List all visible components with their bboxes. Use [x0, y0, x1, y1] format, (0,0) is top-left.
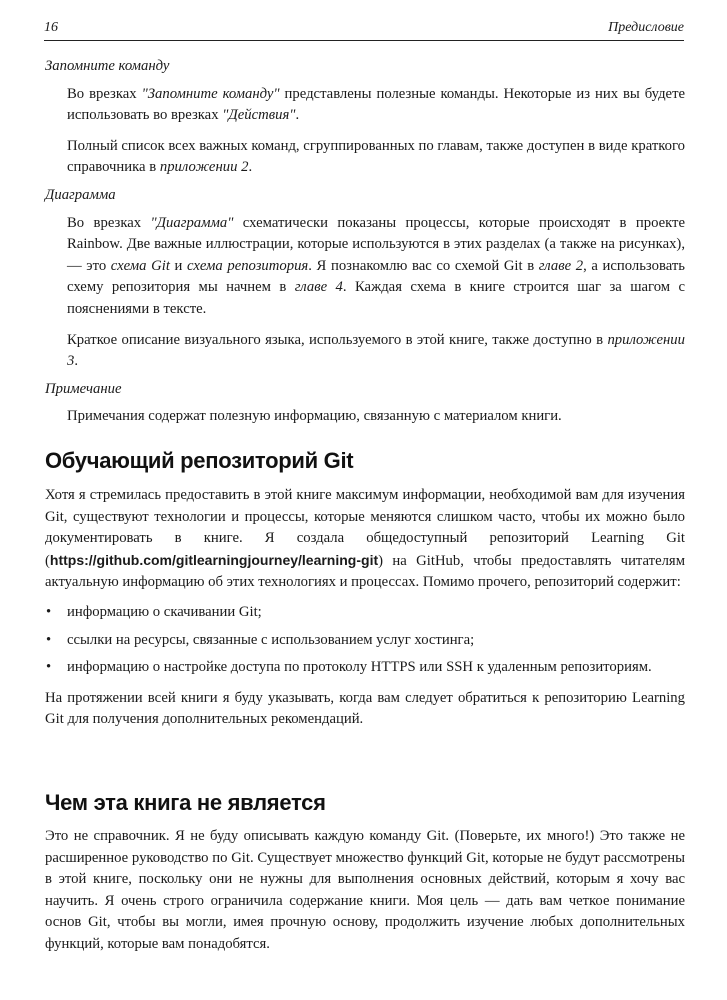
- list-item: • информацию о скачивании Git;: [45, 602, 685, 624]
- repo-link[interactable]: https://github.com/gitlearningjourney/learning-git: [49, 551, 379, 568]
- repo-closing-paragraph: На протяжении всей книги я буду указывать, когда вам следует обратиться к репозиторию Learning Git для получения дополнительных рекомендаций.: [45, 689, 685, 728]
- bullet-icon: •: [46, 603, 52, 620]
- list-item: • ссылки на ресурсы, связанные с использованием услуг хостинга;: [45, 630, 685, 652]
- not-paragraph: Это не справочник. Я не буду описывать каждую команду Git. (Поверьте, их много!) Это также не расширенное руководство по Git. Существует множество функций Git, которые не будут рассмотрены в этой книге, поскольку они не нужны для выполнения основных действий, которым я хочу вас научить. Я очень строго ограничила содержание книги. Моя цель — дать вам четкое понимание основ Git, чтобы вы могли, имея прочную основу, продолжить изучение любых дополнительных функций, которые вам понадобятся.: [45, 828, 685, 952]
- list-item: • информацию о настройке доступа по протоколу HTTPS или SSH к удаленным репозиториям.: [45, 657, 685, 679]
- term-note: Примечание: [45, 380, 122, 397]
- term-remember: Запомните команду: [45, 58, 170, 74]
- running-header: [44, 18, 684, 41]
- running-section-title: Предисловие: [608, 20, 684, 35]
- section-heading-learning-repo: Обучающий репозиторий Git: [45, 448, 354, 473]
- section-heading-what-book-is-not: Чем эта книга не является: [45, 790, 326, 815]
- page-number: 16: [44, 20, 58, 35]
- learning-repo-section: [45, 485, 685, 731]
- diagram-paragraph-1: Во врезках "Диаграмма" схематически показаны процессы, которые происходят в проекте Rainbow. Две важные иллюстрации, которые используются в этих разделах (а также на рисунках), — это схема Git и схема репозитория. Я познакомлю вас со схемой Git в главе 2, а использовать схему репозитория мы начнем в главе 4. Каждая схема в книге строится шаг за шагом с пояснениями в тексте.: [67, 214, 686, 317]
- what-book-is-not-section: [45, 826, 685, 956]
- bullet-icon: •: [46, 631, 52, 648]
- repo-intro-paragraph: Хотя я стремилась предоставить в этой книге максимум информации, необходимой вам для изучения Git, существуют технологии и процессы, которые меняются слишком часто, чтобы их можно было документировать в книге. Я создала общедоступный репозиторий Learning Git (https://github.com/gitlearningjourney/learning-git) на GitHub, чтобы предоставлять читателям актуальную информацию об этих технологиях и процессах. Помимо прочего, репозиторий содержит:: [45, 487, 685, 591]
- remember-paragraph-2: Полный список всех важных команд, сгруппированных по главам, также доступен в виде краткого справочника в приложении 2.: [67, 137, 685, 176]
- repo-contents-list: [45, 602, 685, 679]
- diagram-paragraph-2: Краткое описание визуального языка, используемого в этой книге, также доступно в приложении 3.: [67, 331, 685, 370]
- remember-paragraph-1: Во врезках "Запомните команду" представлены полезные команды. Некоторые из них вы будете использовать во врезках "Действия".: [67, 85, 686, 124]
- note-paragraph: Примечания содержат полезную информацию, связанную с материалом книги.: [67, 408, 562, 425]
- bullet-icon: •: [46, 659, 52, 676]
- term-diagram: Диаграмма: [45, 186, 116, 203]
- conventions-list: [45, 56, 685, 428]
